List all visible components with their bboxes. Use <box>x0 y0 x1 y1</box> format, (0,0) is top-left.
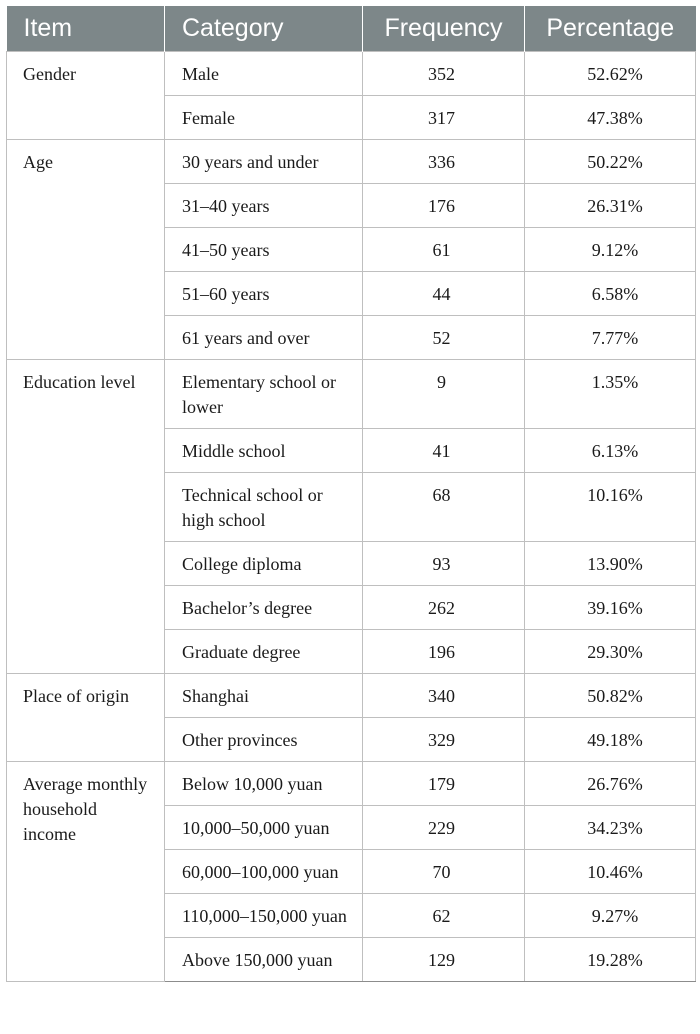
category-cell: 51–60 years <box>165 272 363 316</box>
percentage-cell: 47.38% <box>525 96 696 140</box>
category-cell: Male <box>165 52 363 96</box>
percentage-cell: 9.27% <box>525 894 696 938</box>
header-category: Category <box>165 6 363 52</box>
category-cell: Shanghai <box>165 674 363 718</box>
percentage-cell: 39.16% <box>525 586 696 630</box>
percentage-cell: 10.16% <box>525 473 696 542</box>
table-row <box>7 52 696 96</box>
percentage-cell: 19.28% <box>525 938 696 982</box>
table-row <box>7 674 696 718</box>
category-cell: 60,000–100,000 yuan <box>165 850 363 894</box>
frequency-cell: 68 <box>363 473 525 542</box>
category-cell: 110,000–150,000 yuan <box>165 894 363 938</box>
frequency-cell: 62 <box>363 894 525 938</box>
percentage-cell: 50.82% <box>525 674 696 718</box>
percentage-cell: 50.22% <box>525 140 696 184</box>
frequency-cell: 317 <box>363 96 525 140</box>
table-row <box>7 140 696 184</box>
category-cell: Graduate degree <box>165 630 363 674</box>
table-row <box>7 360 696 429</box>
frequency-cell: 229 <box>363 806 525 850</box>
frequency-cell: 329 <box>363 718 525 762</box>
frequency-cell: 52 <box>363 316 525 360</box>
item-cell: Average monthly household income <box>7 762 165 982</box>
category-cell: Female <box>165 96 363 140</box>
percentage-cell: 6.58% <box>525 272 696 316</box>
percentage-cell: 9.12% <box>525 228 696 272</box>
item-cell: Place of origin <box>7 674 165 762</box>
header-percentage: Percentage <box>525 6 696 52</box>
table-row <box>7 762 696 806</box>
frequency-cell: 340 <box>363 674 525 718</box>
category-cell: 61 years and over <box>165 316 363 360</box>
category-cell: 30 years and under <box>165 140 363 184</box>
demographics-table <box>6 6 696 982</box>
percentage-cell: 29.30% <box>525 630 696 674</box>
category-cell: Bachelor’s degree <box>165 586 363 630</box>
percentage-cell: 26.76% <box>525 762 696 806</box>
frequency-cell: 262 <box>363 586 525 630</box>
header-item: Item <box>7 6 165 52</box>
frequency-cell: 41 <box>363 429 525 473</box>
item-cell: Age <box>7 140 165 360</box>
frequency-cell: 336 <box>363 140 525 184</box>
frequency-cell: 9 <box>363 360 525 429</box>
percentage-cell: 7.77% <box>525 316 696 360</box>
frequency-cell: 44 <box>363 272 525 316</box>
category-cell: 41–50 years <box>165 228 363 272</box>
frequency-cell: 352 <box>363 52 525 96</box>
category-cell: 10,000–50,000 yuan <box>165 806 363 850</box>
table-header-row <box>7 6 696 52</box>
frequency-cell: 70 <box>363 850 525 894</box>
frequency-cell: 129 <box>363 938 525 982</box>
category-cell: Other provinces <box>165 718 363 762</box>
percentage-cell: 34.23% <box>525 806 696 850</box>
percentage-cell: 52.62% <box>525 52 696 96</box>
frequency-cell: 176 <box>363 184 525 228</box>
category-cell: Above 150,000 yuan <box>165 938 363 982</box>
category-cell: Middle school <box>165 429 363 473</box>
percentage-cell: 13.90% <box>525 542 696 586</box>
frequency-cell: 196 <box>363 630 525 674</box>
item-cell: Education level <box>7 360 165 674</box>
percentage-cell: 1.35% <box>525 360 696 429</box>
item-cell: Gender <box>7 52 165 140</box>
percentage-cell: 26.31% <box>525 184 696 228</box>
category-cell: 31–40 years <box>165 184 363 228</box>
frequency-cell: 179 <box>363 762 525 806</box>
category-cell: Below 10,000 yuan <box>165 762 363 806</box>
frequency-cell: 61 <box>363 228 525 272</box>
percentage-cell: 49.18% <box>525 718 696 762</box>
percentage-cell: 6.13% <box>525 429 696 473</box>
header-frequency: Frequency <box>363 6 525 52</box>
category-cell: Elementary school or lower <box>165 360 363 429</box>
percentage-cell: 10.46% <box>525 850 696 894</box>
frequency-cell: 93 <box>363 542 525 586</box>
category-cell: Technical school or high school <box>165 473 363 542</box>
category-cell: College diploma <box>165 542 363 586</box>
